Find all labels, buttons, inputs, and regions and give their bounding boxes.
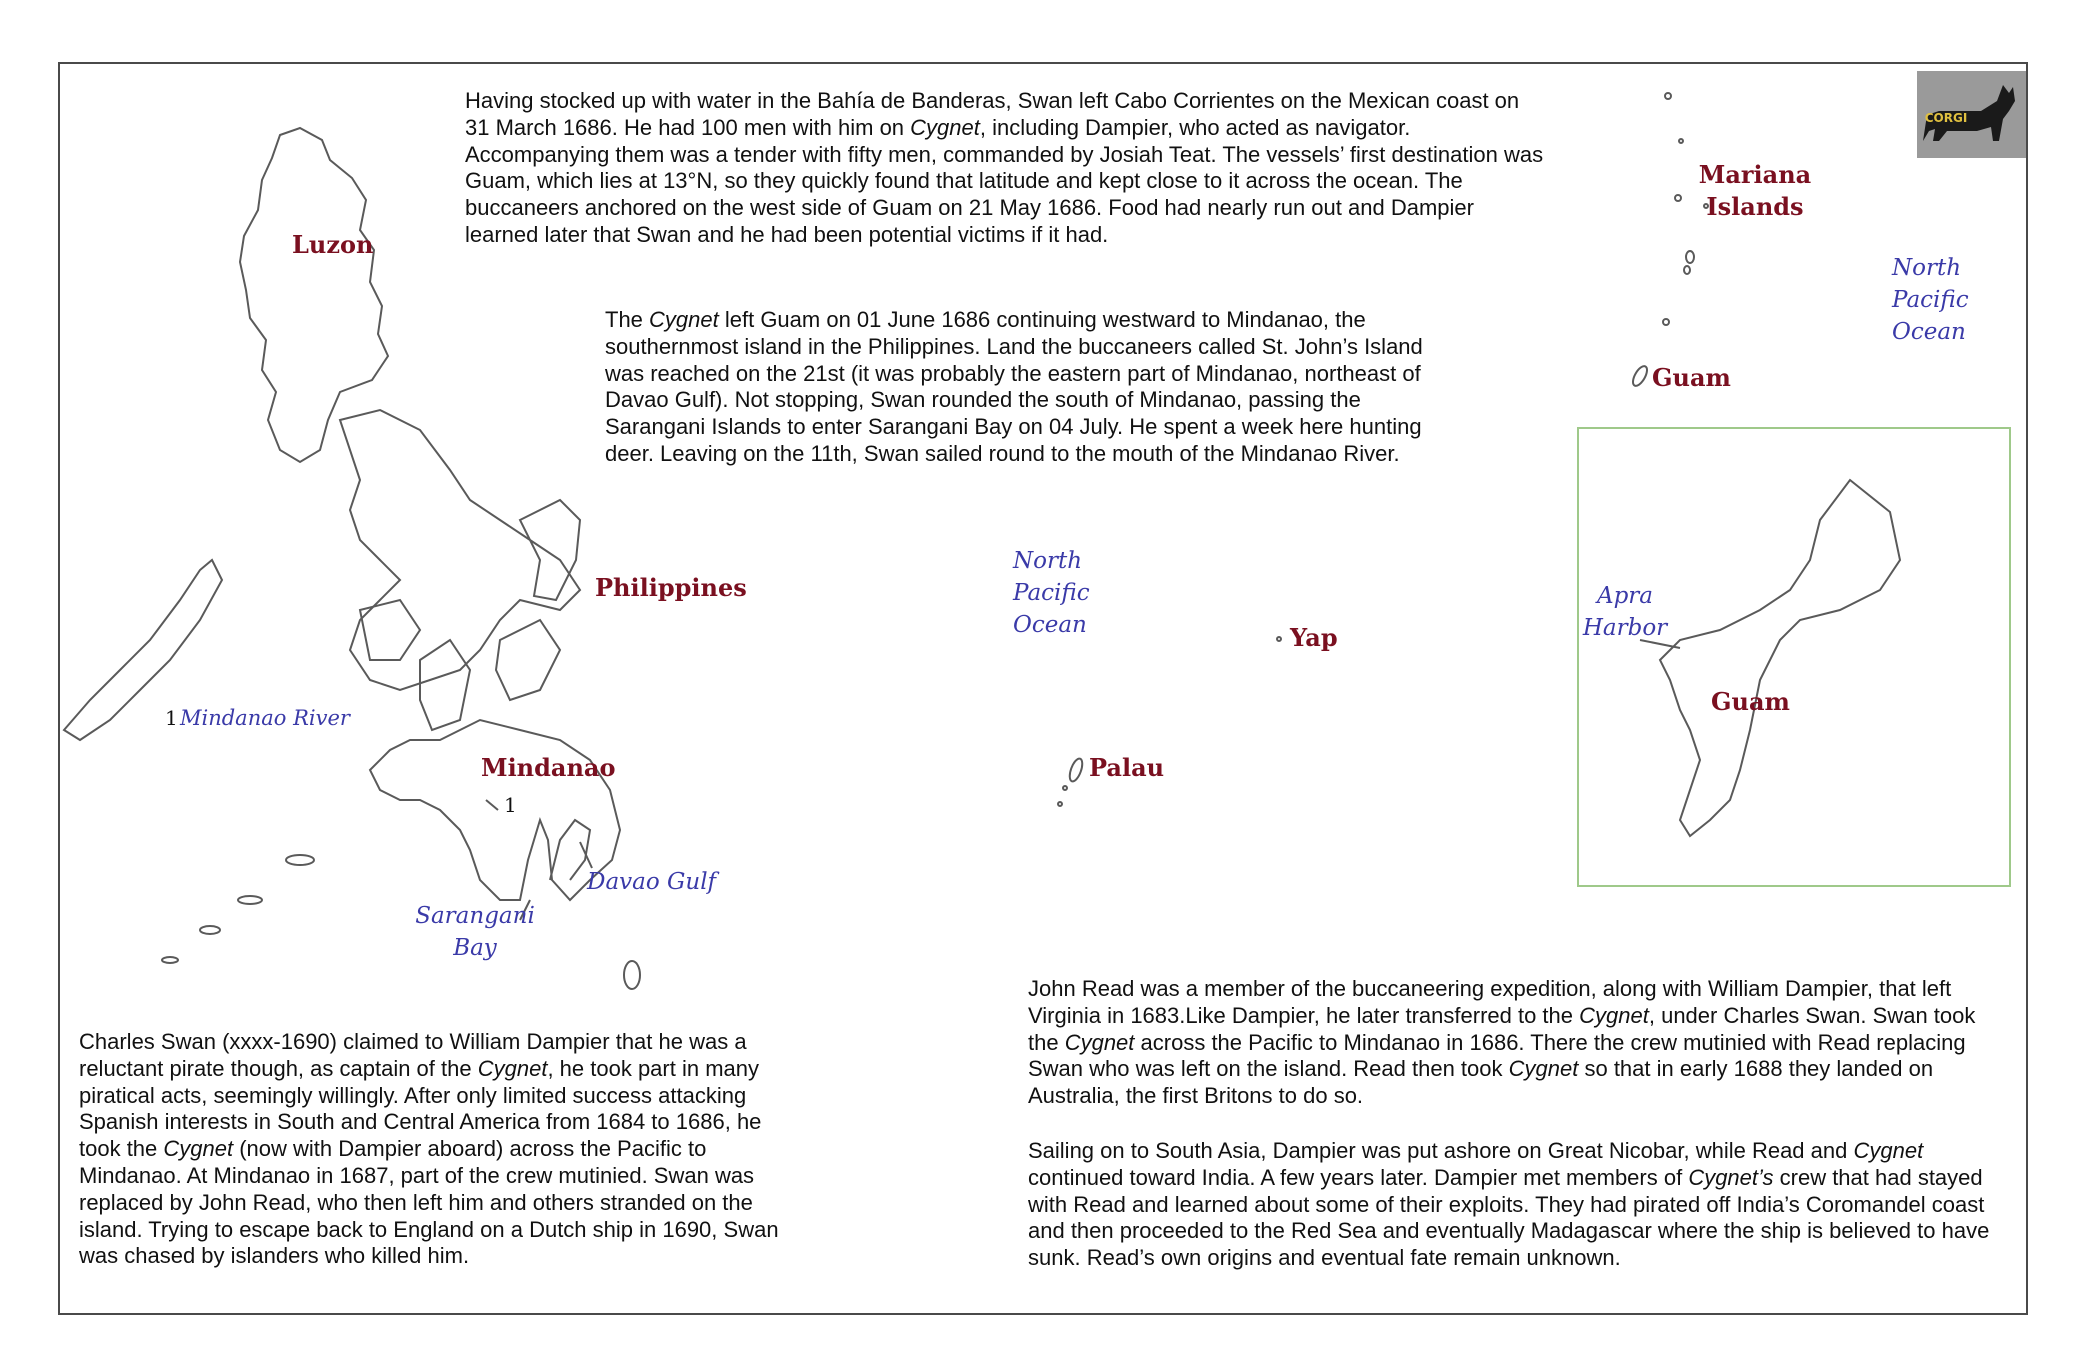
label-yap: Yap bbox=[1290, 623, 1338, 652]
label-sarangani-bay bbox=[410, 900, 540, 964]
text-segment: Charles Swan (xxxx-1690) claimed to William Dampier that he was a reluctant pirate though, as captain of the bbox=[79, 1029, 747, 1081]
river-number-map: 1 bbox=[504, 793, 517, 817]
npo-center-line2: Pacific bbox=[1013, 580, 1090, 606]
text-segment: , he took part in many piratical acts, seemingly willingly. After only limited success attacking Spanish interests in South and Central America from 1684 to 1686, he took the bbox=[79, 1055, 762, 1162]
samar-outline bbox=[520, 500, 580, 600]
ship-name-italic: Cygnet bbox=[910, 114, 980, 140]
label-sarangani-line1: Sarangani bbox=[415, 903, 535, 929]
ship-name-italic: Cygnet bbox=[1508, 1056, 1579, 1082]
visayas-outline bbox=[340, 410, 580, 690]
npo-center-line1: North bbox=[1013, 548, 1083, 574]
text-segment: John Read was a member of the buccaneering expedition, along with William Dampier, that left Virginia in 1683.Like Dampier, he later transferred to the bbox=[1028, 976, 1952, 1028]
text-segment: left Guam on 01 June 1686 continuing westward to Mindanao, the southernmost island in the Philippines. Land the buccaneers called St. John’s Island was reached on the 21st (it was probably the eastern part of Mindanao, northeast of Davao Gulf). Not stopping, Swan rounded the south of Mindanao, passing the Sarangani Islands to enter Sarangani Bay on 04 July. He spent a week here hunting deer. Leaving on the 11th, Swan sailed round to the mouth of the Mindanao River. bbox=[605, 307, 1423, 466]
text-segment: The bbox=[605, 307, 650, 332]
label-apra-harbor bbox=[1580, 580, 1670, 644]
ship-name-italic: Cygnet bbox=[1579, 1002, 1649, 1028]
label-guam: Guam bbox=[1652, 363, 1731, 392]
ship-name-italic: Cygnet bbox=[1064, 1029, 1135, 1055]
label-mariana-islands bbox=[1695, 159, 1815, 223]
ship-name-italic: Cygnet’s bbox=[1688, 1164, 1774, 1190]
panay-outline bbox=[360, 600, 420, 660]
ship-name-italic: Cygnet bbox=[1853, 1138, 1924, 1163]
label-mariana-line2: Islands bbox=[1706, 192, 1804, 221]
npo-right-line2: Pacific bbox=[1892, 287, 1969, 313]
guam-inset-box bbox=[1577, 427, 2011, 887]
text-segment: , under Charles Swan. Swan took the bbox=[1028, 1002, 1976, 1055]
ship-name-italic: Cygnet bbox=[163, 1136, 234, 1162]
leyte-outline bbox=[496, 620, 560, 700]
apra-line1: Apra bbox=[1596, 583, 1654, 609]
text-segment: continued toward India. A few years later. Dampier met members of bbox=[1028, 1164, 1689, 1190]
corgi-logo-text: CORGI bbox=[1924, 111, 1968, 125]
label-north-pacific-ocean-center bbox=[1013, 545, 1090, 641]
label-palau: Palau bbox=[1089, 753, 1165, 782]
label-mindanao: Mindanao bbox=[481, 753, 616, 782]
label-luzon: Luzon bbox=[292, 230, 374, 259]
river-marker-leader bbox=[486, 800, 498, 810]
label-mariana-line1: Mariana bbox=[1698, 160, 1812, 189]
ship-name-italic: Cygnet bbox=[477, 1055, 548, 1081]
luzon-outline bbox=[240, 128, 388, 462]
label-sarangani-line2: Bay bbox=[453, 935, 497, 961]
paragraph-sailing-south-asia bbox=[1028, 1138, 2008, 1272]
label-philippines: Philippines bbox=[595, 573, 747, 602]
text-segment: across the Pacific to Mindanao in 1686. There the crew mutinied with Read replacing Swan who was left on the island. Read then took bbox=[1028, 1029, 1966, 1082]
label-mindanao-river: Mindanao River bbox=[180, 706, 350, 730]
paragraph-john-read bbox=[1028, 976, 2008, 1110]
text-segment: Sailing on to South Asia, Dampier was put ashore on Great Nicobar, while Read and bbox=[1028, 1138, 1854, 1163]
ship-name-italic: Cygnet bbox=[649, 307, 719, 332]
text-segment: Having stocked up with water in the Bahía de Banderas, Swan left Cabo Corrientes on the Mexican coast on 31 March 1686. He had 100 men with him on bbox=[465, 88, 1520, 140]
text-segment: (now with Dampier aboard) across the Pacific to Mindanao. At Mindanao in 1687, part of the crew mutinied. Swan was replaced by John Read, who then left him and others stranded on the island. Trying to escape back to England on a Dutch ship in 1690, Swan was chased by islanders who killed him. bbox=[79, 1136, 779, 1269]
npo-right-line1: North bbox=[1892, 255, 1962, 281]
label-north-pacific-ocean-right bbox=[1892, 252, 1969, 348]
text-segment: , including Dampier, who acted as navigator. Accompanying them was a tender with fifty men, commanded by Josiah Teat. The vessels’ first destination was Guam, which lies at 13°N, so they quickly found that latitude and kept close to it across the ocean. The buccaneers anchored on the west side of Guam on 21 May 1686. Food had nearly run out and Dampier learned later that Swan and he had been potential victims if it had. bbox=[465, 114, 1544, 247]
mindanao-outline bbox=[370, 720, 620, 900]
paragraph-charles-swan bbox=[79, 1029, 804, 1270]
paragraph-guam-to-mindanao bbox=[605, 307, 1455, 468]
negros-outline bbox=[420, 640, 470, 730]
river-number-legend: 1 bbox=[165, 706, 178, 730]
npo-center-line3: Ocean bbox=[1013, 612, 1087, 638]
label-guam-inset: Guam bbox=[1711, 687, 1790, 716]
apra-line2: Harbor bbox=[1582, 615, 1668, 641]
text-segment: so that in early 1688 they landed on Australia, the first Britons to do so. bbox=[1028, 1056, 1934, 1109]
npo-right-line3: Ocean bbox=[1892, 319, 1966, 345]
paragraph-voyage-to-guam bbox=[465, 88, 1545, 249]
text-segment: crew that had stayed with Read and learned about some of their exploits. They had pirated off India’s Coromandel coast and then proceeded to the Red Sea and eventually Madagascar where the ship is believed to have sunk. Read’s own origins and eventual fate remain unknown. bbox=[1028, 1164, 1990, 1271]
label-davao-gulf: Davao Gulf bbox=[587, 869, 717, 895]
